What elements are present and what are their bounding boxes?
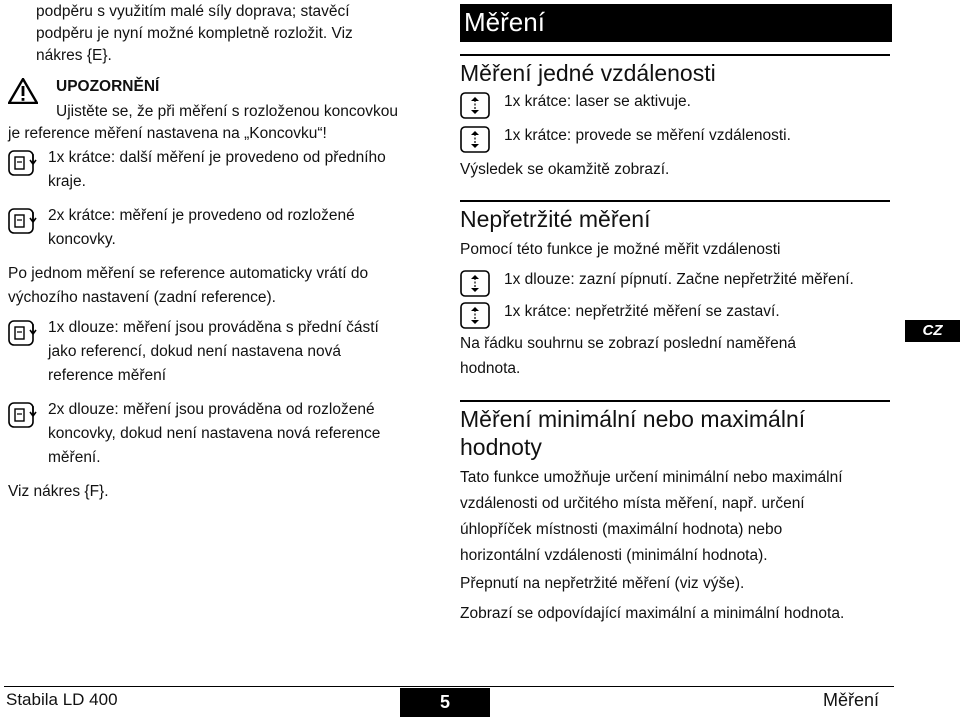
intro-line: nákres {E}. bbox=[36, 47, 112, 64]
page-number: 5 bbox=[400, 688, 490, 717]
item-text: koncovky, dokud není nastavena nová reference bbox=[48, 425, 381, 442]
reference-button-icon bbox=[8, 148, 38, 178]
measure-button-icon bbox=[460, 270, 490, 298]
measure-button-icon bbox=[460, 126, 490, 154]
paragraph-line: horizontální vzdálenosti (minimální hodnota). bbox=[460, 547, 768, 564]
section-header-title: Měření bbox=[464, 7, 545, 37]
warning-text: je reference měření nastavena na „Koncovku“! bbox=[8, 125, 327, 142]
paragraph-line: úhlopříček místnosti (maximální hodnota) nebo bbox=[460, 521, 783, 538]
intro-line: podpěru je nyní možné kompletně rozložit. Viz bbox=[36, 25, 353, 42]
footer-divider bbox=[4, 686, 894, 687]
section-title: Nepřetržité měření bbox=[460, 200, 890, 233]
paragraph-line: Pomocí této funkce je možné měřit vzdálenosti bbox=[460, 241, 781, 258]
section-header-bar bbox=[460, 4, 892, 42]
list-item bbox=[8, 204, 438, 254]
list-item bbox=[8, 316, 438, 390]
list-item bbox=[460, 300, 890, 328]
result-text: Výsledek se okamžitě zobrazí. bbox=[460, 161, 670, 178]
item-text: 1x krátce: nepřetržité měření se zastaví. bbox=[504, 303, 780, 320]
section-title-line: Měření minimální nebo maximální bbox=[460, 406, 806, 432]
paragraph-line: Po jednom měření se reference automaticky vrátí do bbox=[8, 265, 369, 282]
paragraph-line: vzdálenosti od určitého místa měření, např. určení bbox=[460, 495, 805, 512]
item-text: jako referencí, dokud není nastavena nová bbox=[48, 343, 341, 360]
item-text: 1x krátce: další měření je provedeno od předního bbox=[48, 149, 386, 166]
item-text: 1x krátce: laser se aktivuje. bbox=[504, 93, 691, 110]
outro-text: Viz nákres {F}. bbox=[8, 483, 109, 500]
item-text: 1x krátce: provede se měření vzdálenosti. bbox=[504, 127, 791, 144]
measure-button-icon bbox=[460, 302, 490, 330]
section-title-line: hodnoty bbox=[460, 434, 542, 460]
list-item bbox=[460, 268, 900, 296]
item-text: reference měření bbox=[48, 367, 167, 384]
paragraph-line: Zobrazí se odpovídající maximální a minimální hodnota. bbox=[460, 605, 845, 622]
intro-line: podpěru s využitím malé síly doprava; stavěcí bbox=[36, 3, 350, 20]
warning-triangle-icon bbox=[8, 78, 38, 104]
paragraph-line: Přepnutí na nepřetržité měření (viz výše). bbox=[460, 575, 745, 592]
item-text: 2x dlouze: měření jsou prováděna od rozložené bbox=[48, 401, 375, 418]
paragraph-line: výchozího nastavení (zadní reference). bbox=[8, 289, 276, 306]
paragraph-line: Tato funkce umožňuje určení minimální nebo maximální bbox=[460, 469, 843, 486]
item-text: koncovky. bbox=[48, 231, 116, 248]
list-item bbox=[460, 124, 890, 152]
item-text: kraje. bbox=[48, 173, 86, 190]
section-title: Měření jedné vzdálenosti bbox=[460, 54, 890, 87]
section-title bbox=[460, 400, 890, 461]
list-item bbox=[8, 398, 438, 472]
warning-text: Ujistěte se, že při měření s rozloženou koncovkou bbox=[56, 103, 399, 120]
item-text: měření. bbox=[48, 449, 101, 466]
item-text: 1x dlouze: zazní pípnutí. Začne nepřetržité měření. bbox=[504, 271, 854, 288]
reference-button-icon bbox=[8, 206, 38, 236]
reference-button-icon bbox=[8, 318, 38, 348]
language-tab: CZ bbox=[905, 320, 960, 342]
item-text: 1x dlouze: měření jsou prováděna s přední částí bbox=[48, 319, 379, 336]
warning-title: UPOZORNĚNÍ bbox=[56, 78, 160, 95]
paragraph-line: Na řádku souhrnu se zobrazí poslední naměřená bbox=[460, 335, 797, 352]
list-item bbox=[460, 90, 890, 118]
list-item bbox=[8, 146, 438, 196]
item-text: 2x krátce: měření je provedeno od rozložené bbox=[48, 207, 355, 224]
footer-section: Měření bbox=[823, 690, 880, 710]
footer-product: Stabila LD 400 bbox=[6, 690, 118, 709]
paragraph-line: hodnota. bbox=[460, 360, 521, 377]
measure-button-icon bbox=[460, 92, 490, 120]
reference-button-icon bbox=[8, 400, 38, 430]
